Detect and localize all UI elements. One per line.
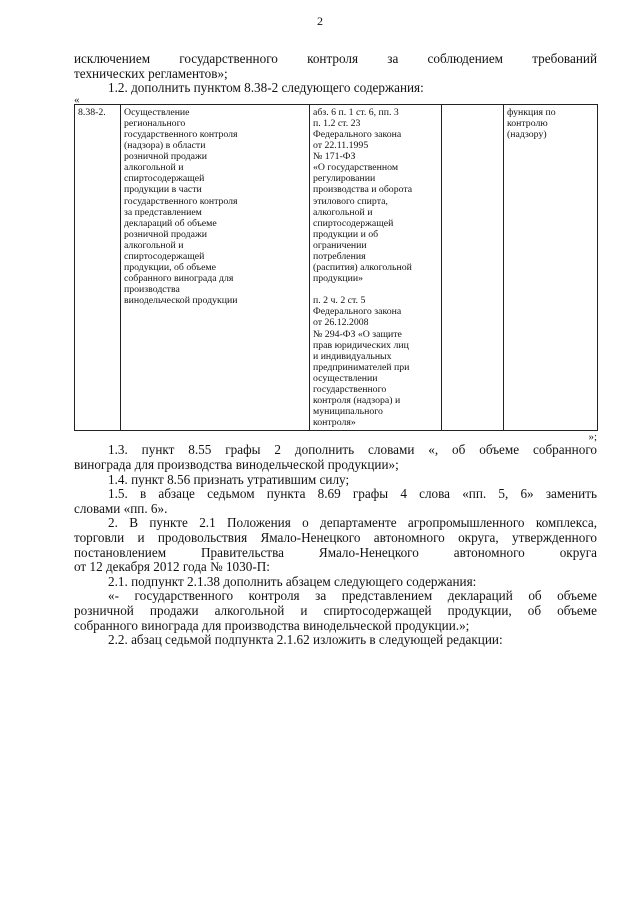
cell-text-line: Федерального закона: [313, 128, 402, 140]
cell-text-line: государственного контроля: [124, 128, 238, 140]
cell-text-line: прав юридических лиц: [313, 339, 409, 351]
quote-paragraph-line: розничной продажи алкогольной и спиртосодержащей продукции, об объеме: [74, 602, 597, 618]
cell-text-line: спиртосодержащей: [313, 217, 394, 229]
cell-text-line: регионального: [124, 117, 186, 129]
document-body: [74, 52, 597, 648]
cell-text-line: продукции, об объеме: [124, 262, 216, 274]
quote-close-mark: »;: [588, 431, 597, 444]
cell-text-line: алкогольной и: [313, 206, 373, 218]
amendment-table: [74, 104, 598, 432]
cell-text-line: от 26.12.2008: [313, 317, 369, 329]
cell-text-line: № 171-ФЗ: [313, 151, 356, 163]
cell-text-line: продукции в части: [124, 184, 202, 196]
function-cell: [121, 104, 310, 431]
cell-text-line: (надзору): [507, 128, 547, 140]
cell-text-line: спиртосодержащей: [124, 173, 205, 185]
table-row: [75, 104, 598, 431]
cell-text-line: п. 2 ч. 2 ст. 5: [313, 295, 366, 307]
legal-basis-cell: [310, 104, 442, 431]
paragraph-1-4: 1.4. пункт 8.56 признать утратившим силу;: [108, 471, 350, 487]
paragraph-1-5-line: словами «пп. 6».: [74, 500, 168, 516]
cell-text-line: Федерального закона: [313, 306, 402, 318]
quote-paragraph-line: собранного винограда для производства винодельческой продукции.»;: [74, 617, 470, 633]
cell-text-line: продукции»: [313, 273, 364, 285]
cell-text-line: алкогольной и: [124, 162, 184, 174]
cell-text-line: контроля (надзора) и: [313, 395, 401, 407]
cell-text-line: производства: [124, 284, 180, 296]
cell-text-line: Осуществление: [124, 106, 190, 118]
function-type-cell: [504, 104, 598, 431]
text-line: исключением государственного контроля за соблюдением требований: [74, 51, 597, 66]
cell-text-line: п. 1.2 ст. 23: [313, 117, 361, 129]
cell-text-line: № 294-ФЗ «О защите: [313, 328, 402, 340]
cell-text-line: винодельческой продукции: [124, 295, 238, 307]
paragraph-2-line: торговли и продовольствия Ямало-Ненецкого автономного округа, утвержденного: [74, 529, 597, 545]
paragraph-2-1: 2.1. подпункт 2.1.38 дополнить абзацем следующего содержания:: [108, 573, 477, 589]
cell-text-line: розничной продажи: [124, 228, 208, 240]
paragraph-2-line: от 12 декабря 2012 года № 1030-П:: [74, 559, 270, 575]
cell-text-line: муниципального: [313, 406, 383, 418]
cell-text-line: (распития) алкогольной: [313, 262, 412, 274]
cell-text-line: розничной продажи: [124, 151, 208, 163]
cell-text-line: контроля»: [313, 417, 356, 429]
cell-text-line: абз. 6 п. 1 ст. 6, пп. 3: [313, 106, 399, 118]
paragraph-1-3-line: винограда для производства винодельческой продукции»;: [74, 457, 399, 472]
cell-text-line: государственного контроля: [124, 195, 238, 207]
cell-text-line: за представлением: [124, 206, 202, 218]
cell-text-line: алкогольной и: [124, 239, 184, 251]
cell-text-line: собранного винограда для: [124, 273, 234, 285]
paragraph-2-line: постановлением Правительства Ямало-Ненецкого автономного округа: [74, 544, 597, 560]
cell-text-line: предпринимателей при: [313, 361, 410, 373]
paragraph-1-2: 1.2. дополнить пунктом 8.38-2 следующего содержания:: [108, 80, 424, 96]
cell-text-line: производства и оборота: [313, 184, 413, 196]
cell-text-line: продукции и об: [313, 228, 379, 240]
cell-text-line: контролю: [507, 117, 548, 129]
cell-text-line: регулировании: [313, 173, 376, 185]
text-line: технических регламентов»;: [74, 65, 228, 81]
cell-text-line: потребления: [313, 251, 366, 262]
cell-text-line: деклараций об объеме: [124, 217, 217, 229]
quote-open-mark: «: [74, 93, 80, 106]
cell-text-line: от 22.11.1995: [313, 140, 369, 152]
page-number: 2: [317, 14, 323, 28]
cell-text-line: осуществлении: [313, 372, 378, 384]
empty-cell: [442, 104, 504, 431]
cell-text-line: «О государственном: [313, 162, 399, 174]
cell-text-line: ограничении: [313, 239, 367, 251]
item-number-cell: 8.38-2.: [75, 104, 121, 431]
quote-paragraph-line: «- государственного контроля за представлением деклараций об объеме: [108, 588, 597, 604]
paragraph-2-2: 2.2. абзац седьмой подпункта 2.1.62 изложить в следующей редакции:: [108, 632, 503, 648]
cell-text-line: этилового спирта,: [313, 195, 388, 207]
cell-text-line: (надзора) в области: [124, 140, 206, 152]
cell-text-line: государственного: [313, 384, 387, 396]
paragraph-2-line: 2. В пункте 2.1 Положения о департаменте агропромышленного комплекса,: [108, 515, 597, 531]
cell-text-line: функция по: [507, 106, 556, 118]
paragraph-1-5-line: 1.5. в абзаце седьмом пункта 8.69 графы 4 слова «пп. 5, 6» заменить: [108, 486, 597, 502]
cell-text-line: и индивидуальных: [313, 350, 392, 362]
cell-text-line: спиртосодержащей: [124, 251, 205, 262]
paragraph-1-3-line: 1.3. пункт 8.55 графы 2 дополнить словами «, об объеме собранного: [108, 442, 597, 458]
